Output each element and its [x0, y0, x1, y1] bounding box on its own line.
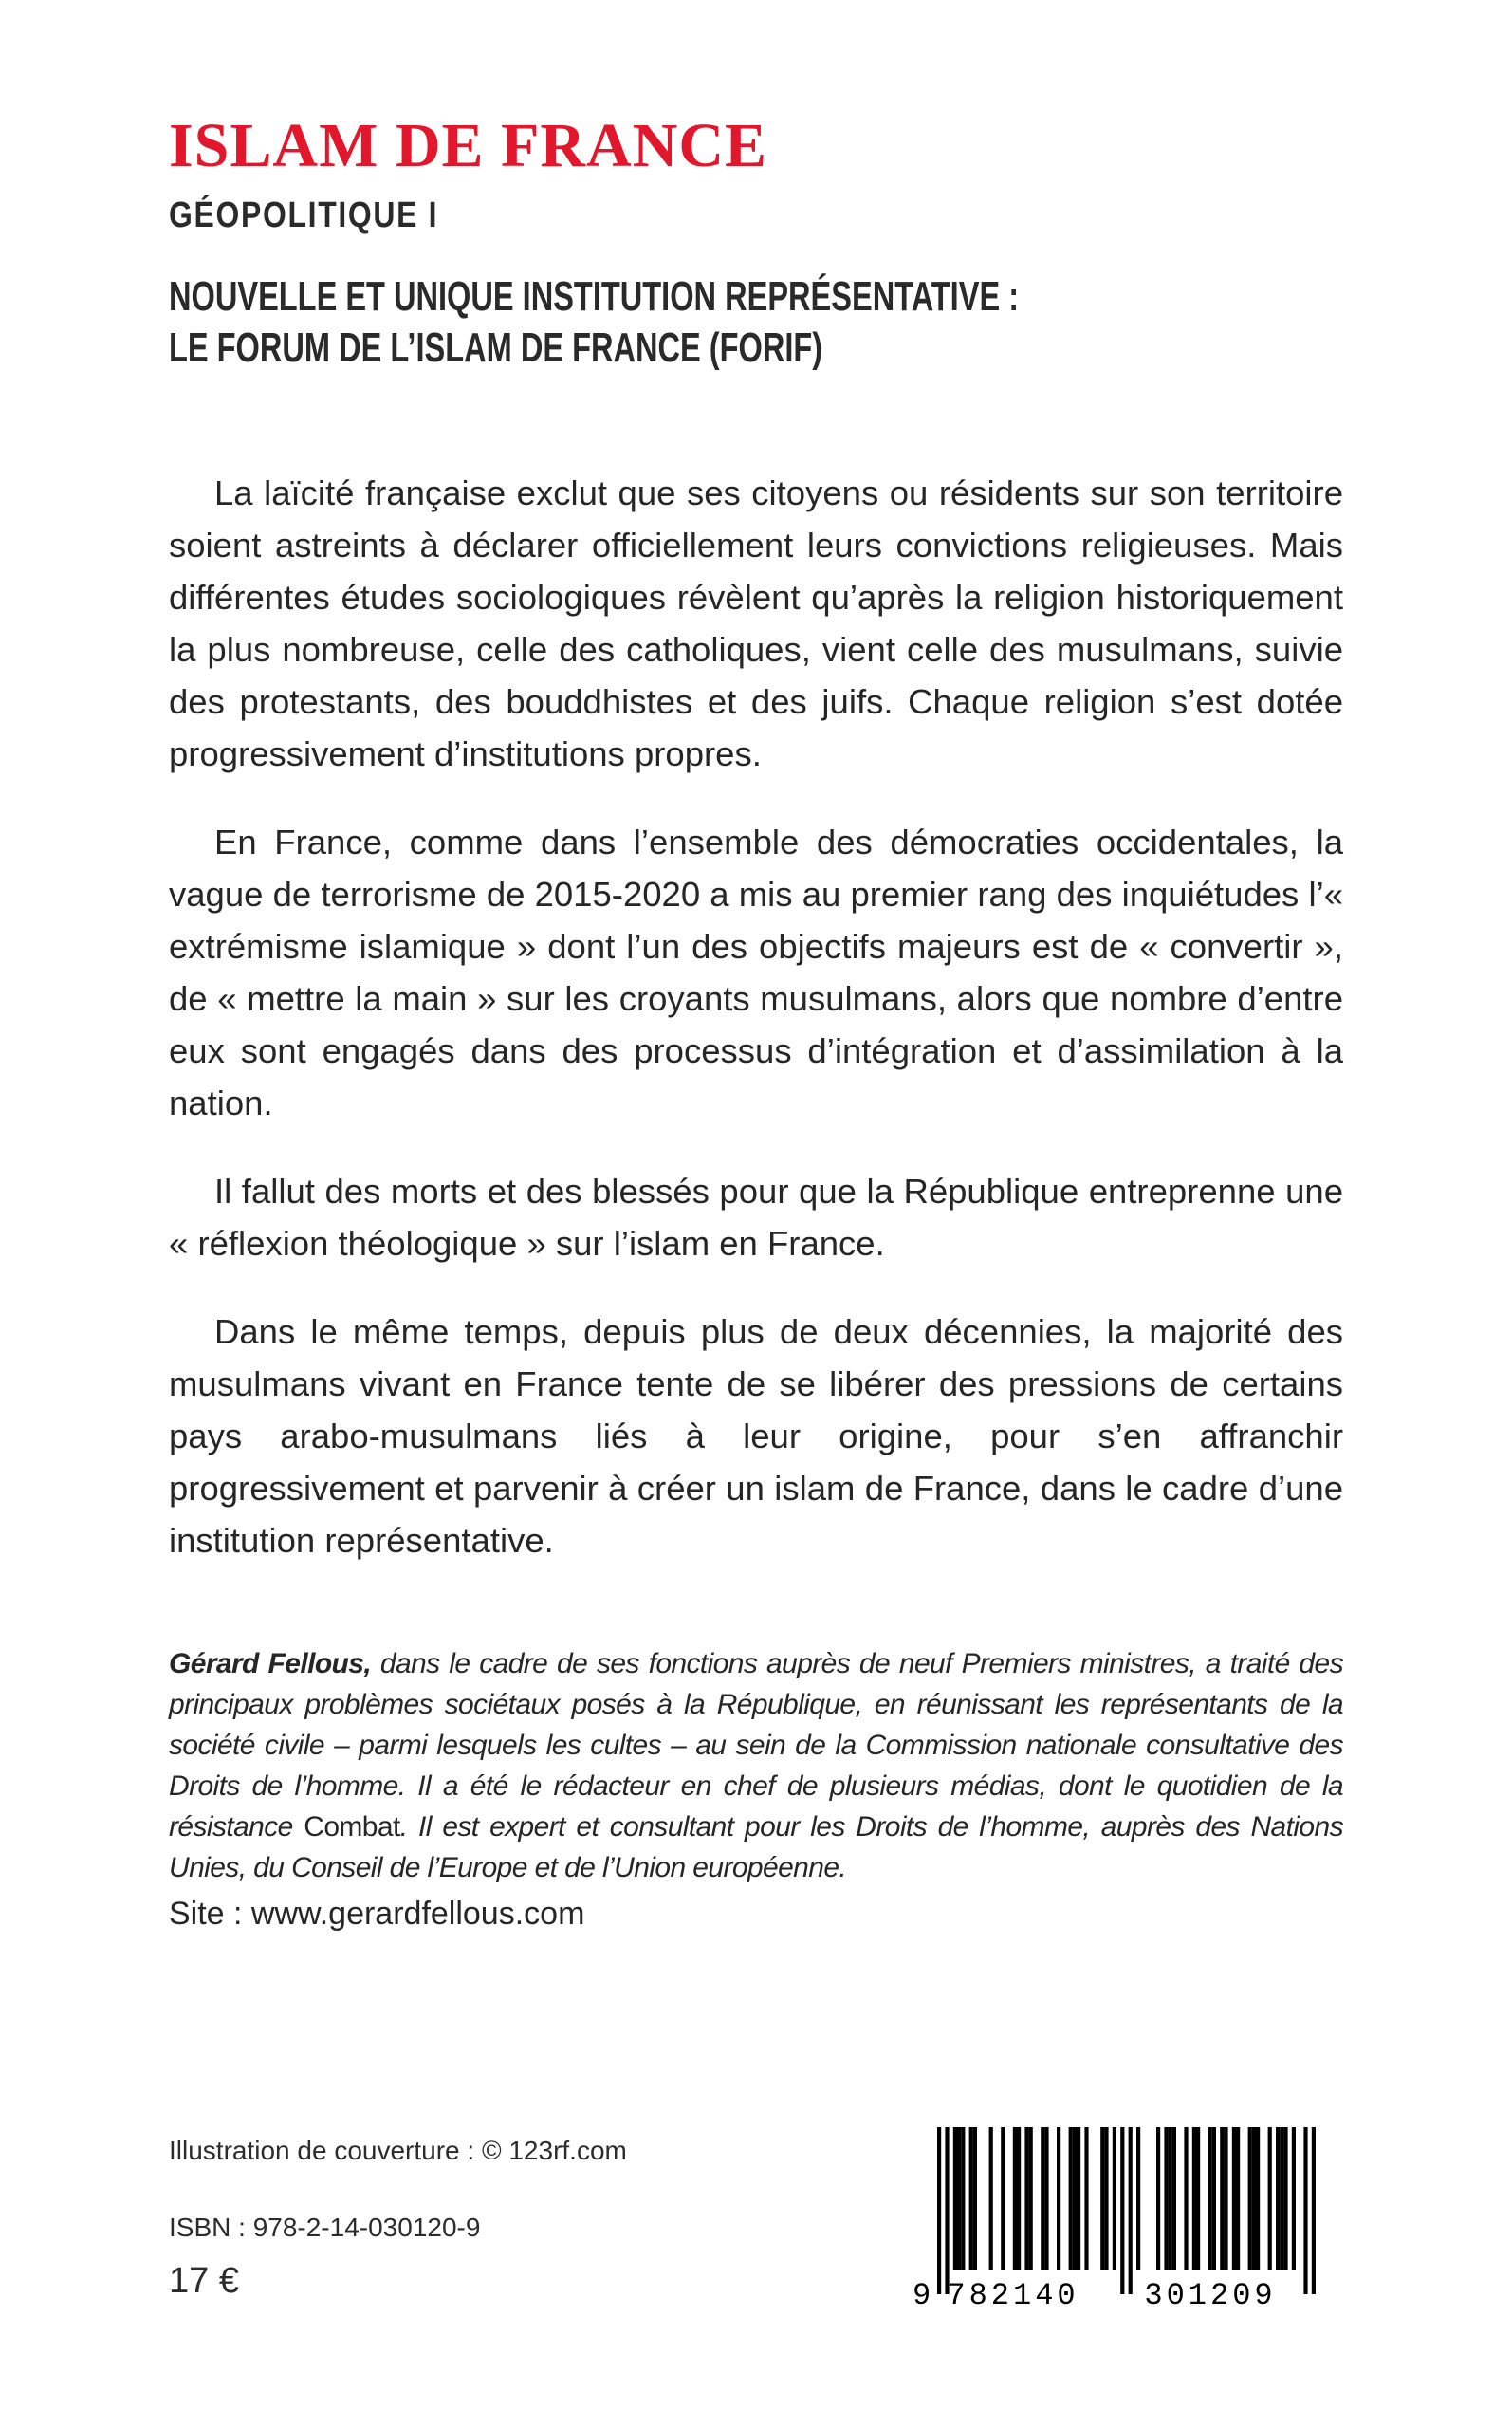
barcode-bar: [1280, 2127, 1283, 2270]
barcode-bar: [1212, 2127, 1216, 2270]
barcode-first-digit: 9: [913, 2278, 931, 2309]
barcode-bar: [1013, 2127, 1017, 2270]
barcode-bar: [1136, 2127, 1140, 2270]
blurb-paragraph-2: En France, comme dans l’ensemble des démocraties occidentales, la vague de terrorisme de 2015-2020 a mis au premier rang des inquiétudes l’« extrémisme islamique » dont l’un des objectifs majeurs est de « convertir », de « mettre la main » sur les croyants musulmans, alors que nombre d’entre eux sont engagés dans des processus d’intégration et d’assimilation à la nation.: [169, 823, 1343, 1122]
barcode-bar: [945, 2127, 949, 2294]
barcode-bar: [1084, 2127, 1088, 2270]
barcode-group-left: 782140: [947, 2278, 1079, 2309]
barcode-bar: [1113, 2127, 1116, 2270]
book-subtitle: GÉOPOLITIQUE I: [169, 195, 439, 235]
cover-illustration-credit: Illustration de couverture : © 123rf.com: [169, 2136, 627, 2165]
barcode-bar: [1156, 2127, 1160, 2270]
barcode-bar: [1208, 2127, 1212, 2270]
author-bio-text: [169, 1643, 1343, 1888]
barcode-bar: [1024, 2127, 1028, 2270]
bio-text-part-2: . Il est expert et consultant pour les Droits de l’homme, auprès des Nations Unies, du Conseil de l’Europe et de l’Union européenne.: [169, 1811, 1343, 1883]
barcode-bar: [961, 2127, 965, 2270]
author-website: Site : www.gerardfellous.com: [169, 1896, 585, 1932]
heading-line-1: NOUVELLE ET UNIQUE INSTITUTION REPRÉSENTATIVE :: [169, 273, 1020, 320]
blurb: [169, 467, 1343, 1603]
barcode-bar: [1220, 2127, 1224, 2270]
barcode-bar: [1268, 2127, 1272, 2270]
blurb-paragraph-3: Il fallut des morts et des blessés pour que la République entreprenne une « réflexion théologique » sur l’islam en France.: [169, 1172, 1343, 1263]
barcode-bar: [1100, 2127, 1104, 2270]
barcode-bar: [973, 2127, 977, 2270]
barcode-bar: [1041, 2127, 1044, 2270]
isbn: ISBN : 978-2-14-030120-9: [169, 2213, 481, 2242]
barcode-bar: [1044, 2127, 1048, 2270]
barcode-bar: [1164, 2127, 1168, 2270]
barcode-bar: [969, 2127, 973, 2270]
barcode-bar: [1184, 2127, 1188, 2270]
barcode-bar: [1256, 2127, 1260, 2270]
barcode-bar: [1248, 2127, 1252, 2270]
barcode-bar: [1057, 2127, 1060, 2270]
barcode-bar: [1224, 2127, 1227, 2270]
barcode-bar: [1283, 2127, 1287, 2270]
barcode-bar: [1303, 2127, 1307, 2294]
barcode-bar: [937, 2127, 941, 2294]
book-heading: [169, 271, 1019, 374]
blurb-paragraph-1: La laïcité française exclut que ses citoyens ou résidents sur son territoire soient astreints à déclarer officiellement leurs convictions religieuses. Mais différentes études sociologiques révèlent qu’après la religion historiquement la plus nombreuse, celle des catholiques, vient celle des musulmans, suivie des protestants, des bouddhistes et des juifs. Chaque religion s’est dotée progressivement d’institutions propres.: [169, 473, 1343, 773]
newspaper-name: Combat: [304, 1811, 400, 1843]
barcode-bar: [1312, 2127, 1316, 2294]
barcode-bar: [1029, 2127, 1033, 2270]
barcode-bar: [1252, 2127, 1256, 2270]
barcode-bar: [1172, 2127, 1176, 2270]
barcode-bar: [953, 2127, 957, 2270]
author-bio: [169, 1643, 1343, 1937]
barcode-bar: [1129, 2127, 1133, 2294]
barcode-bar: [1169, 2127, 1172, 2270]
barcode-bar: [1196, 2127, 1200, 2270]
barcode-bar: [1073, 2127, 1077, 2270]
barcode-bar: [1120, 2127, 1124, 2294]
barcode-bar: [989, 2127, 993, 2270]
barcode-bar: [1292, 2127, 1296, 2270]
isbn-barcode: [909, 2127, 1330, 2309]
barcode-bar: [1192, 2127, 1196, 2270]
barcode-bar: [1104, 2127, 1108, 2270]
barcode-bar: [1077, 2127, 1080, 2270]
barcode-bar: [1232, 2127, 1236, 2270]
bio-text-part-1: dans le cadre de ses fonctions auprès de neuf Premiers ministres, a traité des principaux problèmes sociétaux posés à la République, en réunissant les représentants de la société civile – parmi lesquels les cultes – au sein de la Commission nationale consultative des Droits de l’homme. Il a été le rédacteur en chef de plusieurs médias, dont le quotidien de la résistance: [169, 1648, 1343, 1843]
author-name: Gérard Fellous,: [169, 1648, 372, 1679]
barcode-bar: [957, 2127, 961, 2270]
barcode-group-right: 301209: [1144, 2278, 1277, 2309]
barcode-bar: [1236, 2127, 1240, 2270]
barcode-bar: [1276, 2127, 1280, 2270]
book-title: ISLAM DE FRANCE: [169, 111, 768, 180]
heading-line-2: LE FORUM DE L’ISLAM DE FRANCE (FORIF): [169, 324, 823, 371]
barcode-bar: [1001, 2127, 1005, 2270]
price: 17 €: [169, 2261, 239, 2301]
barcode-bar: [1017, 2127, 1021, 2270]
barcode-bar: [1069, 2127, 1073, 2270]
blurb-paragraph-4: Dans le même temps, depuis plus de deux décennies, la majorité des musulmans vivant en France tente de se libérer des pressions de certains pays arabo-musulmans liés à leur origine, pour s’en affranchir progressivement et parvenir à créer un islam de France, dans le cadre d’une institution représentative.: [169, 1312, 1343, 1560]
